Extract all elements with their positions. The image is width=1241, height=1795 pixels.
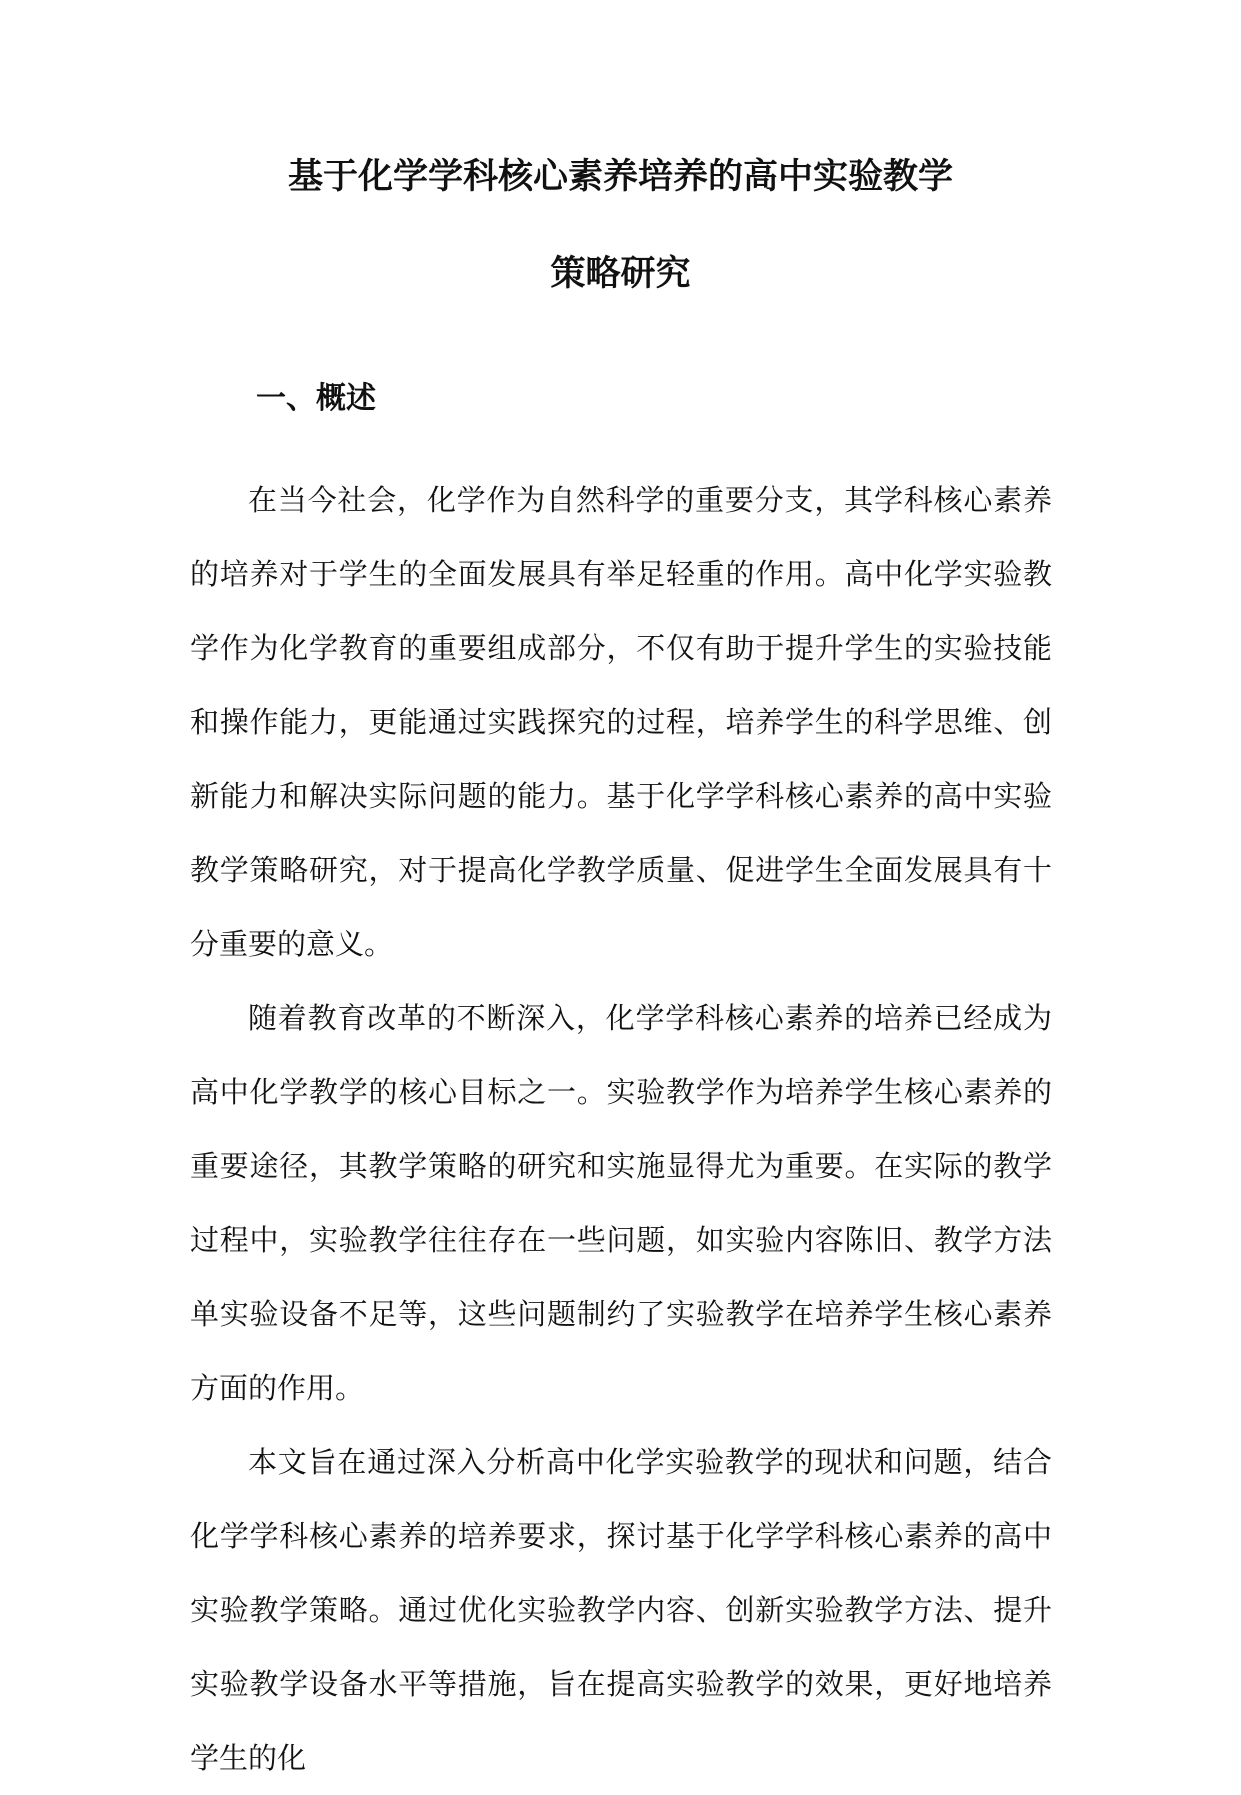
paragraph-3: 本文旨在通过深入分析高中化学实验教学的现状和问题，结合化学学科核心素养的培养要求，探讨基于化学学科核心素养的高中实验教学策略。通过优化实验教学内容、创新实验教学方法、提升实验教学设备水平等措施，旨在提高实验教学的效果，更好地培养学生的化: [190, 1445, 1052, 1775]
paragraph-1: 在当今社会，化学作为自然科学的重要分支，其学科核心素养的培养对于学生的全面发展具有举足轻重的作用。高中化学实验教学作为化学教育的重要组成部分，不仅有助于提升学生的实验技能和操作能力，更能通过实践探究的过程，培养学生的科学思维、创新能力和解决实际问题的能力。基于化学学科核心素养的高中实验教学策略研究，对于提高化学教学质量、促进学生全面发展具有十分重要的意义。: [190, 483, 1052, 961]
document-title-line-2: 策略研究: [550, 253, 691, 294]
paragraph-2: 随着教育改革的不断深入，化学学科核心素养的培养已经成为高中化学教学的核心目标之一。实验教学作为培养学生核心素养的重要途径，其教学策略的研究和实施显得尤为重要。在实际的教学过程中，实验教学往往存在一些问题，如实验内容陈旧、教学方法单实验设备不足等，这些问题制约了实验教学在培养学生核心素养方面的作用。: [190, 1001, 1052, 1405]
section-heading: 一、概述: [256, 381, 376, 416]
document-title-line-1: 基于化学学科核心素养培养的高中实验教学: [287, 156, 953, 197]
body-text: [190, 463, 1052, 1795]
